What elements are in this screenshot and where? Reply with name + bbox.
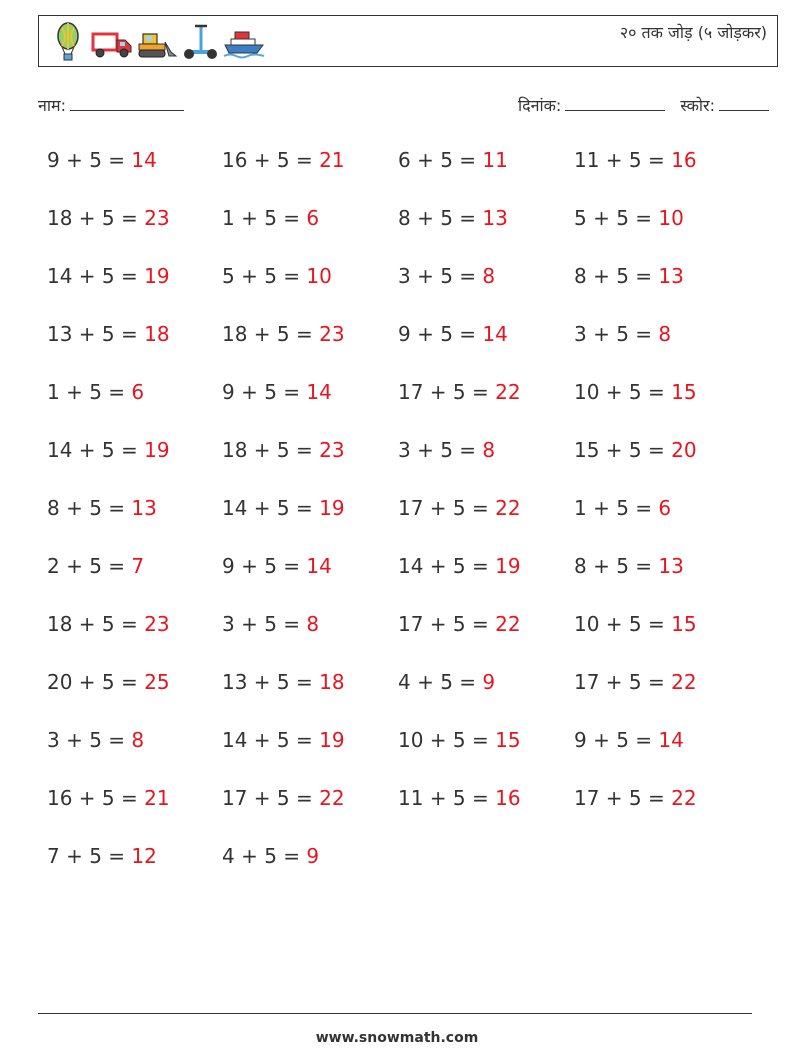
problem-item (222, 206, 319, 230)
problem-question: 1 + 5 = (574, 496, 659, 520)
problem-question: 1 + 5 = (222, 206, 307, 230)
problem-question: 17 + 5 = (398, 380, 496, 404)
problem-answer: 19 (319, 728, 345, 752)
problem-answer: 13 (482, 206, 508, 230)
problem-answer: 19 (319, 496, 345, 520)
problem-answer: 8 (482, 264, 496, 288)
problem-answer: 22 (495, 496, 521, 520)
problem-question: 10 + 5 = (574, 380, 672, 404)
problem-answer: 22 (671, 670, 697, 694)
problem-item (398, 554, 521, 578)
date-score-fields (518, 94, 769, 116)
problem-item (398, 322, 508, 346)
problem-question: 15 + 5 = (574, 438, 672, 462)
problem-question: 1 + 5 = (47, 380, 132, 404)
problem-item (47, 612, 170, 636)
problem-question: 17 + 5 = (222, 786, 320, 810)
problem-item (222, 148, 345, 172)
problem-answer: 14 (131, 148, 157, 172)
problem-answer: 7 (131, 554, 145, 578)
problem-answer: 22 (495, 612, 521, 636)
problem-question: 3 + 5 = (47, 728, 132, 752)
problem-answer: 22 (319, 786, 345, 810)
problem-item (47, 438, 170, 462)
problem-item (574, 438, 697, 462)
problem-question: 14 + 5 = (47, 438, 145, 462)
problem-answer: 22 (495, 380, 521, 404)
problem-item (574, 206, 684, 230)
problem-item (574, 554, 684, 578)
problem-item (47, 496, 157, 520)
problem-question: 16 + 5 = (47, 786, 145, 810)
problem-answer: 8 (482, 438, 496, 462)
problem-item (574, 728, 684, 752)
problem-item (47, 728, 144, 752)
problem-item (398, 380, 521, 404)
problem-answer: 14 (306, 380, 332, 404)
problem-question: 14 + 5 = (222, 728, 320, 752)
problem-answer: 14 (482, 322, 508, 346)
problem-question: 17 + 5 = (574, 786, 672, 810)
problem-item (398, 728, 521, 752)
problem-answer: 20 (671, 438, 697, 462)
problem-question: 17 + 5 = (574, 670, 672, 694)
header-box (38, 15, 778, 67)
name-label: नाम: (38, 96, 66, 115)
problem-question: 10 + 5 = (398, 728, 496, 752)
problem-item (574, 496, 671, 520)
problem-item (222, 554, 332, 578)
date-blank[interactable] (565, 96, 665, 111)
problem-item (398, 670, 495, 694)
problem-question: 17 + 5 = (398, 612, 496, 636)
problem-question: 13 + 5 = (47, 322, 145, 346)
problem-question: 9 + 5 = (222, 554, 307, 578)
problem-item (47, 844, 157, 868)
problem-question: 18 + 5 = (222, 438, 320, 462)
problem-answer: 23 (319, 322, 345, 346)
problem-question: 14 + 5 = (398, 554, 496, 578)
problem-item (222, 670, 345, 694)
problem-item (222, 844, 319, 868)
problem-item (222, 322, 345, 346)
problem-question: 10 + 5 = (574, 612, 672, 636)
problem-answer: 23 (144, 612, 170, 636)
problem-question: 9 + 5 = (574, 728, 659, 752)
problem-item (47, 206, 170, 230)
problem-answer: 25 (144, 670, 170, 694)
problem-item (574, 380, 697, 404)
problem-question: 6 + 5 = (398, 148, 483, 172)
problem-answer: 23 (144, 206, 170, 230)
problem-question: 8 + 5 = (574, 264, 659, 288)
problem-question: 3 + 5 = (398, 264, 483, 288)
hot-air-balloon-icon (47, 22, 89, 62)
problem-item (222, 728, 345, 752)
problem-answer: 12 (131, 844, 157, 868)
problem-answer: 16 (671, 148, 697, 172)
problem-item (47, 670, 170, 694)
problem-answer: 11 (482, 148, 508, 172)
problem-item (574, 322, 671, 346)
problem-item (574, 786, 697, 810)
problem-question: 5 + 5 = (574, 206, 659, 230)
problem-item (222, 786, 345, 810)
problem-item (398, 786, 521, 810)
problem-answer: 19 (144, 438, 170, 462)
score-label: स्कोर: (680, 96, 715, 115)
problem-answer: 15 (671, 612, 697, 636)
problem-question: 18 + 5 = (222, 322, 320, 346)
name-field (38, 94, 184, 116)
problem-item (398, 612, 521, 636)
name-blank[interactable] (70, 96, 184, 111)
problem-item (222, 264, 332, 288)
problem-answer: 22 (671, 786, 697, 810)
problem-answer: 8 (658, 322, 672, 346)
problem-question: 18 + 5 = (47, 612, 145, 636)
problem-question: 14 + 5 = (222, 496, 320, 520)
problem-item (47, 148, 157, 172)
problem-answer: 8 (131, 728, 145, 752)
bulldozer-icon (135, 22, 177, 62)
problem-item (398, 148, 508, 172)
problem-item (47, 264, 170, 288)
problem-item (574, 148, 697, 172)
problem-answer: 15 (495, 728, 521, 752)
problem-item (574, 612, 697, 636)
problem-question: 14 + 5 = (47, 264, 145, 288)
problem-answer: 21 (144, 786, 170, 810)
problem-question: 16 + 5 = (222, 148, 320, 172)
problem-answer: 16 (495, 786, 521, 810)
problem-answer: 6 (658, 496, 672, 520)
problem-item (398, 206, 508, 230)
problem-answer: 21 (319, 148, 345, 172)
problem-answer: 14 (306, 554, 332, 578)
problem-item (222, 380, 332, 404)
problem-question: 11 + 5 = (398, 786, 496, 810)
problem-item (398, 438, 495, 462)
problem-answer: 6 (306, 206, 320, 230)
problem-question: 3 + 5 = (222, 612, 307, 636)
footer-divider (38, 1013, 752, 1014)
problem-question: 5 + 5 = (222, 264, 307, 288)
problem-question: 13 + 5 = (222, 670, 320, 694)
problem-item (222, 612, 319, 636)
problem-answer: 15 (671, 380, 697, 404)
ship-icon (223, 22, 265, 62)
problem-answer: 18 (319, 670, 345, 694)
problem-question: 8 + 5 = (574, 554, 659, 578)
problem-question: 9 + 5 = (222, 380, 307, 404)
problem-question: 8 + 5 = (47, 496, 132, 520)
problem-question: 9 + 5 = (398, 322, 483, 346)
problem-item (398, 264, 495, 288)
problem-question: 3 + 5 = (398, 438, 483, 462)
problem-answer: 8 (306, 612, 320, 636)
icon-strip (47, 22, 265, 62)
footer-url[interactable]: www.snowmath.com (315, 1030, 479, 1046)
problem-answer: 14 (658, 728, 684, 752)
problem-answer: 18 (144, 322, 170, 346)
problem-question: 9 + 5 = (47, 148, 132, 172)
problem-item (47, 554, 144, 578)
problem-item (47, 786, 170, 810)
scooter-icon (179, 22, 221, 62)
problem-item (574, 670, 697, 694)
date-label: दिनांक: (517, 96, 562, 115)
problem-answer: 13 (131, 496, 157, 520)
problem-answer: 13 (658, 554, 684, 578)
problem-question: 8 + 5 = (398, 206, 483, 230)
truck-icon (91, 22, 133, 62)
problem-answer: 10 (306, 264, 332, 288)
problem-answer: 23 (319, 438, 345, 462)
problem-answer: 10 (658, 206, 684, 230)
worksheet-title: २० तक जोड़ (५ जोड़कर) (619, 23, 767, 42)
problem-question: 3 + 5 = (574, 322, 659, 346)
problem-answer: 19 (495, 554, 521, 578)
problem-question: 4 + 5 = (398, 670, 483, 694)
problem-item (398, 496, 521, 520)
problem-item (574, 264, 684, 288)
problem-answer: 9 (482, 670, 496, 694)
problem-item (222, 438, 345, 462)
problem-answer: 13 (658, 264, 684, 288)
problem-item (47, 380, 144, 404)
problem-answer: 19 (144, 264, 170, 288)
problem-answer: 9 (306, 844, 320, 868)
problem-item (47, 322, 170, 346)
score-blank[interactable] (719, 96, 769, 111)
problem-question: 11 + 5 = (574, 148, 672, 172)
problem-question: 4 + 5 = (222, 844, 307, 868)
problem-question: 17 + 5 = (398, 496, 496, 520)
problem-item (222, 496, 345, 520)
problem-question: 20 + 5 = (47, 670, 145, 694)
problem-question: 18 + 5 = (47, 206, 145, 230)
problem-question: 2 + 5 = (47, 554, 132, 578)
problem-question: 7 + 5 = (47, 844, 132, 868)
problem-answer: 6 (131, 380, 145, 404)
